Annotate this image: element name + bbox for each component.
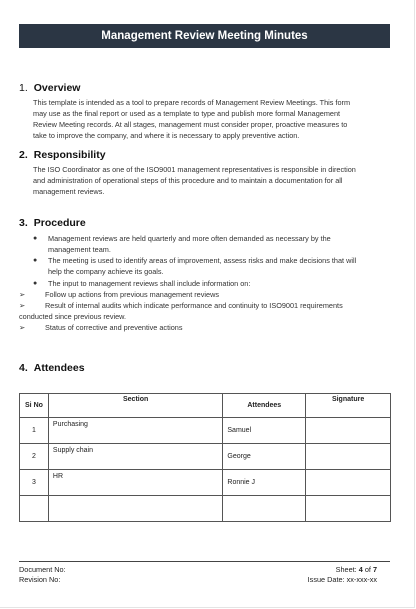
arrow-bullet-icon: ➢ xyxy=(19,290,26,299)
section-title: Procedure xyxy=(33,217,86,229)
si-no-cell: 1 xyxy=(20,418,49,444)
text-line: The ISO Coordinator as one of the ISO9001 management representatives is responsible in direction xyxy=(33,165,356,174)
revision-number-label: Revision No: xyxy=(19,575,61,584)
section-heading-responsibility xyxy=(19,149,106,161)
list-item xyxy=(33,278,393,289)
text-line: Result of internal audits which indicate performance and continuity to ISO9001 requirements xyxy=(45,301,343,310)
attendee-cell: Samuel xyxy=(223,418,306,444)
signature-cell[interactable] xyxy=(306,470,391,496)
section-cell: Purchasing xyxy=(48,418,222,444)
text-line: conducted since previous review. xyxy=(19,312,127,321)
document-title: Management Review Meeting Minutes xyxy=(19,24,390,48)
column-header-section: Section xyxy=(48,394,222,418)
list-item xyxy=(19,322,389,333)
section-number: 3. xyxy=(19,217,28,229)
column-header-si-no: Si No xyxy=(20,394,49,418)
section-cell: HR xyxy=(48,470,222,496)
text-line: This template is intended as a tool to prepare records of Management Review Meetings. This form xyxy=(33,98,351,107)
section-cell xyxy=(48,496,222,522)
section-title: Responsibility xyxy=(33,149,106,161)
text-line: help the company achieve its goals. xyxy=(48,267,164,276)
text-line: may use as the final report or used as a template to type and publish more formal Management xyxy=(33,109,341,118)
section-number: 4. xyxy=(19,362,28,374)
sheet-current: 4 xyxy=(358,565,363,574)
attendee-cell: George xyxy=(223,444,306,470)
list-item xyxy=(19,289,389,300)
bullet-icon: ● xyxy=(33,235,38,242)
signature-cell[interactable] xyxy=(306,496,391,522)
responsibility-paragraph xyxy=(33,164,389,197)
table-row xyxy=(20,444,391,470)
bullet-icon: ● xyxy=(33,257,38,264)
overview-paragraph xyxy=(33,97,389,141)
signature-cell[interactable] xyxy=(306,444,391,470)
attendees-table xyxy=(19,393,391,522)
section-heading-procedure xyxy=(19,217,86,229)
sheet-total: 7 xyxy=(372,565,377,574)
text-line: Review Meeting records. At all stages, management must consider proper, proactive measures to xyxy=(33,120,348,129)
section-title: Overview xyxy=(33,82,81,94)
sheet-label: Sheet: xyxy=(335,565,359,574)
text-line: Management reviews are held quarterly and more often demanded as necessary by the xyxy=(48,234,331,243)
list-item xyxy=(19,300,389,322)
table-row xyxy=(20,470,391,496)
document-number-label: Document No: xyxy=(19,565,66,574)
section-cell: Supply chain xyxy=(48,444,222,470)
footer-divider xyxy=(19,561,390,562)
text-line: management team. xyxy=(48,245,111,254)
bullet-icon: ● xyxy=(33,280,38,287)
issue-date: Issue Date: xx-xxx-xx xyxy=(307,575,377,584)
table-row xyxy=(20,418,391,444)
table-row xyxy=(20,496,391,522)
attendee-cell xyxy=(223,496,306,522)
column-header-attendees: Attendees xyxy=(223,394,306,418)
text-line: take to improve the company, and where it is necessary to apply preventive action. xyxy=(33,131,300,140)
text-line: and administration of operational steps of this procedure and to maintain a documentation for all xyxy=(33,176,343,185)
table-header-row xyxy=(20,394,391,418)
sheet-of: of xyxy=(362,565,373,574)
list-item xyxy=(33,233,393,255)
sheet-indicator xyxy=(336,565,377,575)
text-line: The meeting is used to identify areas of improvement, assess risks and make decisions that will xyxy=(48,256,357,265)
arrow-bullet-icon: ➢ xyxy=(19,301,26,310)
section-number: 1. xyxy=(19,82,28,94)
text-line: management reviews. xyxy=(33,187,105,196)
signature-cell[interactable] xyxy=(306,418,391,444)
column-header-signature: Signature xyxy=(306,394,391,418)
arrow-bullet-icon: ➢ xyxy=(19,323,26,332)
text-line: The input to management reviews shall include information on: xyxy=(48,279,251,288)
section-number: 2. xyxy=(19,149,28,161)
text-line: Status of corrective and preventive actions xyxy=(45,323,183,332)
si-no-cell xyxy=(20,496,49,522)
section-heading-overview xyxy=(19,82,80,94)
si-no-cell: 2 xyxy=(20,444,49,470)
attendee-cell: Ronnie J xyxy=(223,470,306,496)
list-item xyxy=(33,255,393,277)
section-title: Attendees xyxy=(33,362,85,374)
section-heading-attendees xyxy=(19,362,85,374)
text-line: Follow up actions from previous management reviews xyxy=(45,290,219,299)
si-no-cell: 3 xyxy=(20,470,49,496)
